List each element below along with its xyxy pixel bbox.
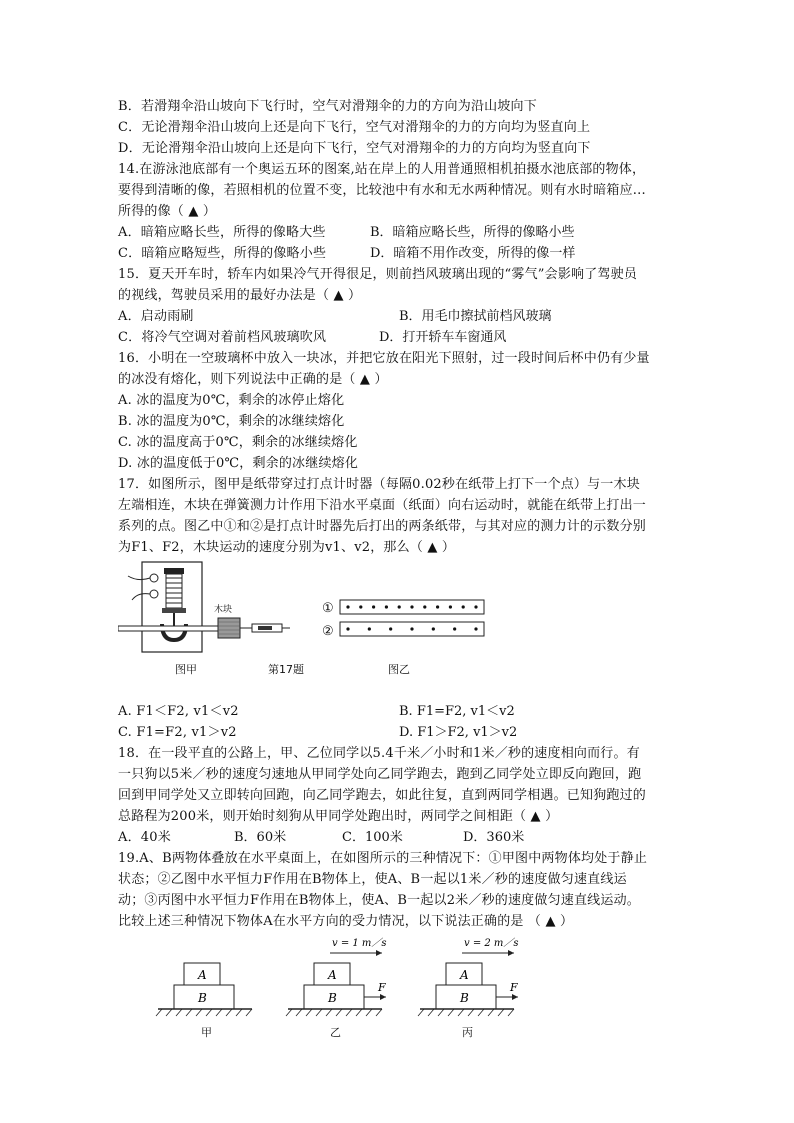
q14-stem-line3: 所得的像（ ▲ ） <box>118 204 217 219</box>
q14-option-b: B．暗箱应略长些，所得的像略小些 <box>370 225 575 240</box>
q14-stem-line1: 14.在游泳池底部有一个奥运五环的图案,站在岸上的人用普通照相机拍摄水池底部的物体， <box>118 162 646 177</box>
q17-caption-number: 第17题 <box>268 663 304 676</box>
tape-dot <box>410 605 413 608</box>
q13-option-d: D．无论滑翔伞沿山坡向上还是向下飞行，空气对滑翔伞的力的方向均为竖直向下 <box>118 141 591 156</box>
diagram-yi <box>286 937 387 1016</box>
q14-stem-line2: 要得到清晰的像，若照相机的位置不变，比较池中有水和无水两种情况。则有水时暗箱应... <box>118 183 646 198</box>
diagram-bing <box>418 937 519 1016</box>
velocity-bing: v = 2 m／s <box>464 938 519 949</box>
q18-stem-line4: 总路程为200米，则开始时刻狗从甲同学处跑出时，两同学之间相距（ ▲ ） <box>118 809 559 824</box>
q19-stem-line3: 动；③丙图中水平恒力F作用在B物体上，使A、B一起以2米／秒的速度做匀速直线运动。 <box>118 893 640 908</box>
tape-dot <box>423 605 426 608</box>
q17-caption-jia: 图甲 <box>175 663 197 676</box>
q14-option-d: D．暗箱不用作改变，所得的像一样 <box>370 246 576 261</box>
tape-dot <box>346 605 349 608</box>
tape-dot <box>449 605 452 608</box>
q16-option-c: C. 冰的温度高于0℃，剩余的冰继续熔化 <box>118 435 358 450</box>
tape-dot <box>432 627 435 630</box>
diagram-jia <box>156 963 252 1016</box>
svg-text:A: A <box>328 968 337 982</box>
svg-text:B: B <box>460 991 469 1005</box>
velocity-yi: v = 1 m／s <box>332 938 387 949</box>
timer-coil <box>162 568 186 626</box>
q18-option-b: B．60米 <box>234 830 287 845</box>
tape-dot <box>368 627 371 630</box>
tape1-label: ① <box>322 601 334 616</box>
paper-tape <box>118 626 222 631</box>
svg-text:F: F <box>378 981 386 994</box>
q18-option-c: C．100米 <box>342 830 403 845</box>
q17-option-c: C. F1=F2, v1＞v2 <box>118 725 237 740</box>
q19-stem-line2: 状态；②乙图中水平恒力F作用在B物体上，使A、B一起以1米／秒的速度做匀速直线运 <box>118 872 627 887</box>
svg-text:B: B <box>198 991 207 1005</box>
q14-option-a: A．暗箱应略长些，所得的像略大些 <box>118 225 326 240</box>
svg-text:A: A <box>198 968 207 982</box>
q16-stem-line1: 16．小明在一空玻璃杯中放入一块冰，并把它放在阳光下照射，过一段时间后杯中仍有少量 <box>118 351 650 366</box>
q16-option-b: B. 冰的温度为0℃，剩余的冰继续熔化 <box>118 414 345 429</box>
tape-dot <box>389 627 392 630</box>
q13-option-c: C．无论滑翔伞沿山坡向上还是向下飞行，空气对滑翔伞的力的方向均为竖直向上 <box>118 120 591 135</box>
tape-dot <box>346 627 349 630</box>
q15-option-d: D．打开轿车车窗通风 <box>379 330 507 345</box>
q18-option-d: D．360米 <box>463 830 525 845</box>
tape-dot <box>385 605 388 608</box>
q16-stem-line2: 的冰没有熔化，则下列说法中正确的是（ ▲ ） <box>118 372 388 387</box>
svg-text:B: B <box>328 991 337 1005</box>
q19-stem-line1: 19.A、B两物体叠放在水平桌面上，在如图所示的三种情况下：①甲图中两物体均处于静止 <box>118 851 648 866</box>
terminal-1 <box>150 574 158 582</box>
tape-dot <box>436 605 439 608</box>
q17-stem-line2: 左端相连，木块在弹簧测力计作用下沿水平桌面（纸面）向右运动时，就能在纸带上打出一 <box>118 498 647 513</box>
tape-dot <box>474 605 477 608</box>
tape-dot <box>410 627 413 630</box>
q17-option-b: B. F1=F2, v1＜v2 <box>399 704 515 719</box>
q17-caption-yi: 图乙 <box>388 663 410 676</box>
q13-option-b: B．若滑翔伞沿山坡向下飞行时，空气对滑翔伞的力的方向为沿山坡向下 <box>118 99 537 114</box>
q15-stem-line2: 的视线，驾驶员采用的最好办法是（ ▲ ） <box>118 288 362 303</box>
q15-option-b: B．用毛巾擦拭前档风玻璃 <box>399 309 552 324</box>
q15-option-c: C．将冷气空调对着前档风玻璃吹风 <box>118 330 327 345</box>
q16-option-d: D. 冰的温度低于0℃，剩余的冰继续熔化 <box>118 456 359 471</box>
tape-dot <box>398 605 401 608</box>
wood-block <box>218 618 240 638</box>
svg-text:A: A <box>460 968 469 982</box>
terminal-2 <box>150 590 158 598</box>
tape-dot <box>372 605 375 608</box>
tape-dot <box>359 605 362 608</box>
block-label: 木块 <box>214 605 233 615</box>
q17-option-d: D. F1＞F2, v1＞v2 <box>399 725 518 740</box>
tape-dot <box>453 627 456 630</box>
q15-option-a: A．启动雨刷 <box>118 309 194 324</box>
q16-option-a: A. 冰的温度为0℃，剩余的冰停止熔化 <box>118 393 345 408</box>
svg-text:F: F <box>510 981 518 994</box>
q17-stem-line4: 为F1、F2，木块运动的速度分别为v1、v2，那么（ ▲ ） <box>118 540 456 555</box>
q19-caption-bing: 丙 <box>462 1026 473 1039</box>
q17-stem-line3: 系列的点。图乙中①和②是打点计时器先后打出的两条纸带，与其对应的测力计的示数分别 <box>118 519 647 534</box>
q19-stem-line4: 比较上述三种情况下物体A在水平方向的受力情况，以下说法正确的是 （ ▲ ） <box>118 914 574 929</box>
q14-option-c: C．暗箱应略短些，所得的像略小些 <box>118 246 327 261</box>
tape2-label: ② <box>322 624 334 639</box>
q19-caption-yi: 乙 <box>330 1026 341 1039</box>
q19-caption-jia: 甲 <box>201 1026 212 1039</box>
q17-option-a: A. F1＜F2, v1＜v2 <box>118 704 239 719</box>
q18-option-a: A．40米 <box>118 830 171 845</box>
q18-stem-line2: 一只狗以5米／秒的速度匀速地从甲同学处向乙同学跑去，跑到乙同学处立即反向跑回，跑 <box>118 767 642 782</box>
tape-dot <box>462 605 465 608</box>
q17-stem-line1: 17．如图所示，图甲是纸带穿过打点计时器（每隔0.02秒在纸带上打下一个点）与一木块 <box>118 477 640 492</box>
q18-stem-line1: 18．在一段平直的公路上，甲、乙位同学以5.4千米／小时和1米／秒的速度相向而行。有 <box>118 746 640 761</box>
q15-stem-line1: 15．夏天开车时，轿车内如果冷气开得很足，则前挡风玻璃出现的“雾气”会影响了驾驶员 <box>118 267 638 282</box>
q18-stem-line3: 回到甲同学处又立即转向回跑，向乙同学跑去，如此往复，直到两同学相遇。已知狗跑过的 <box>118 788 647 803</box>
tape-dot <box>474 627 477 630</box>
